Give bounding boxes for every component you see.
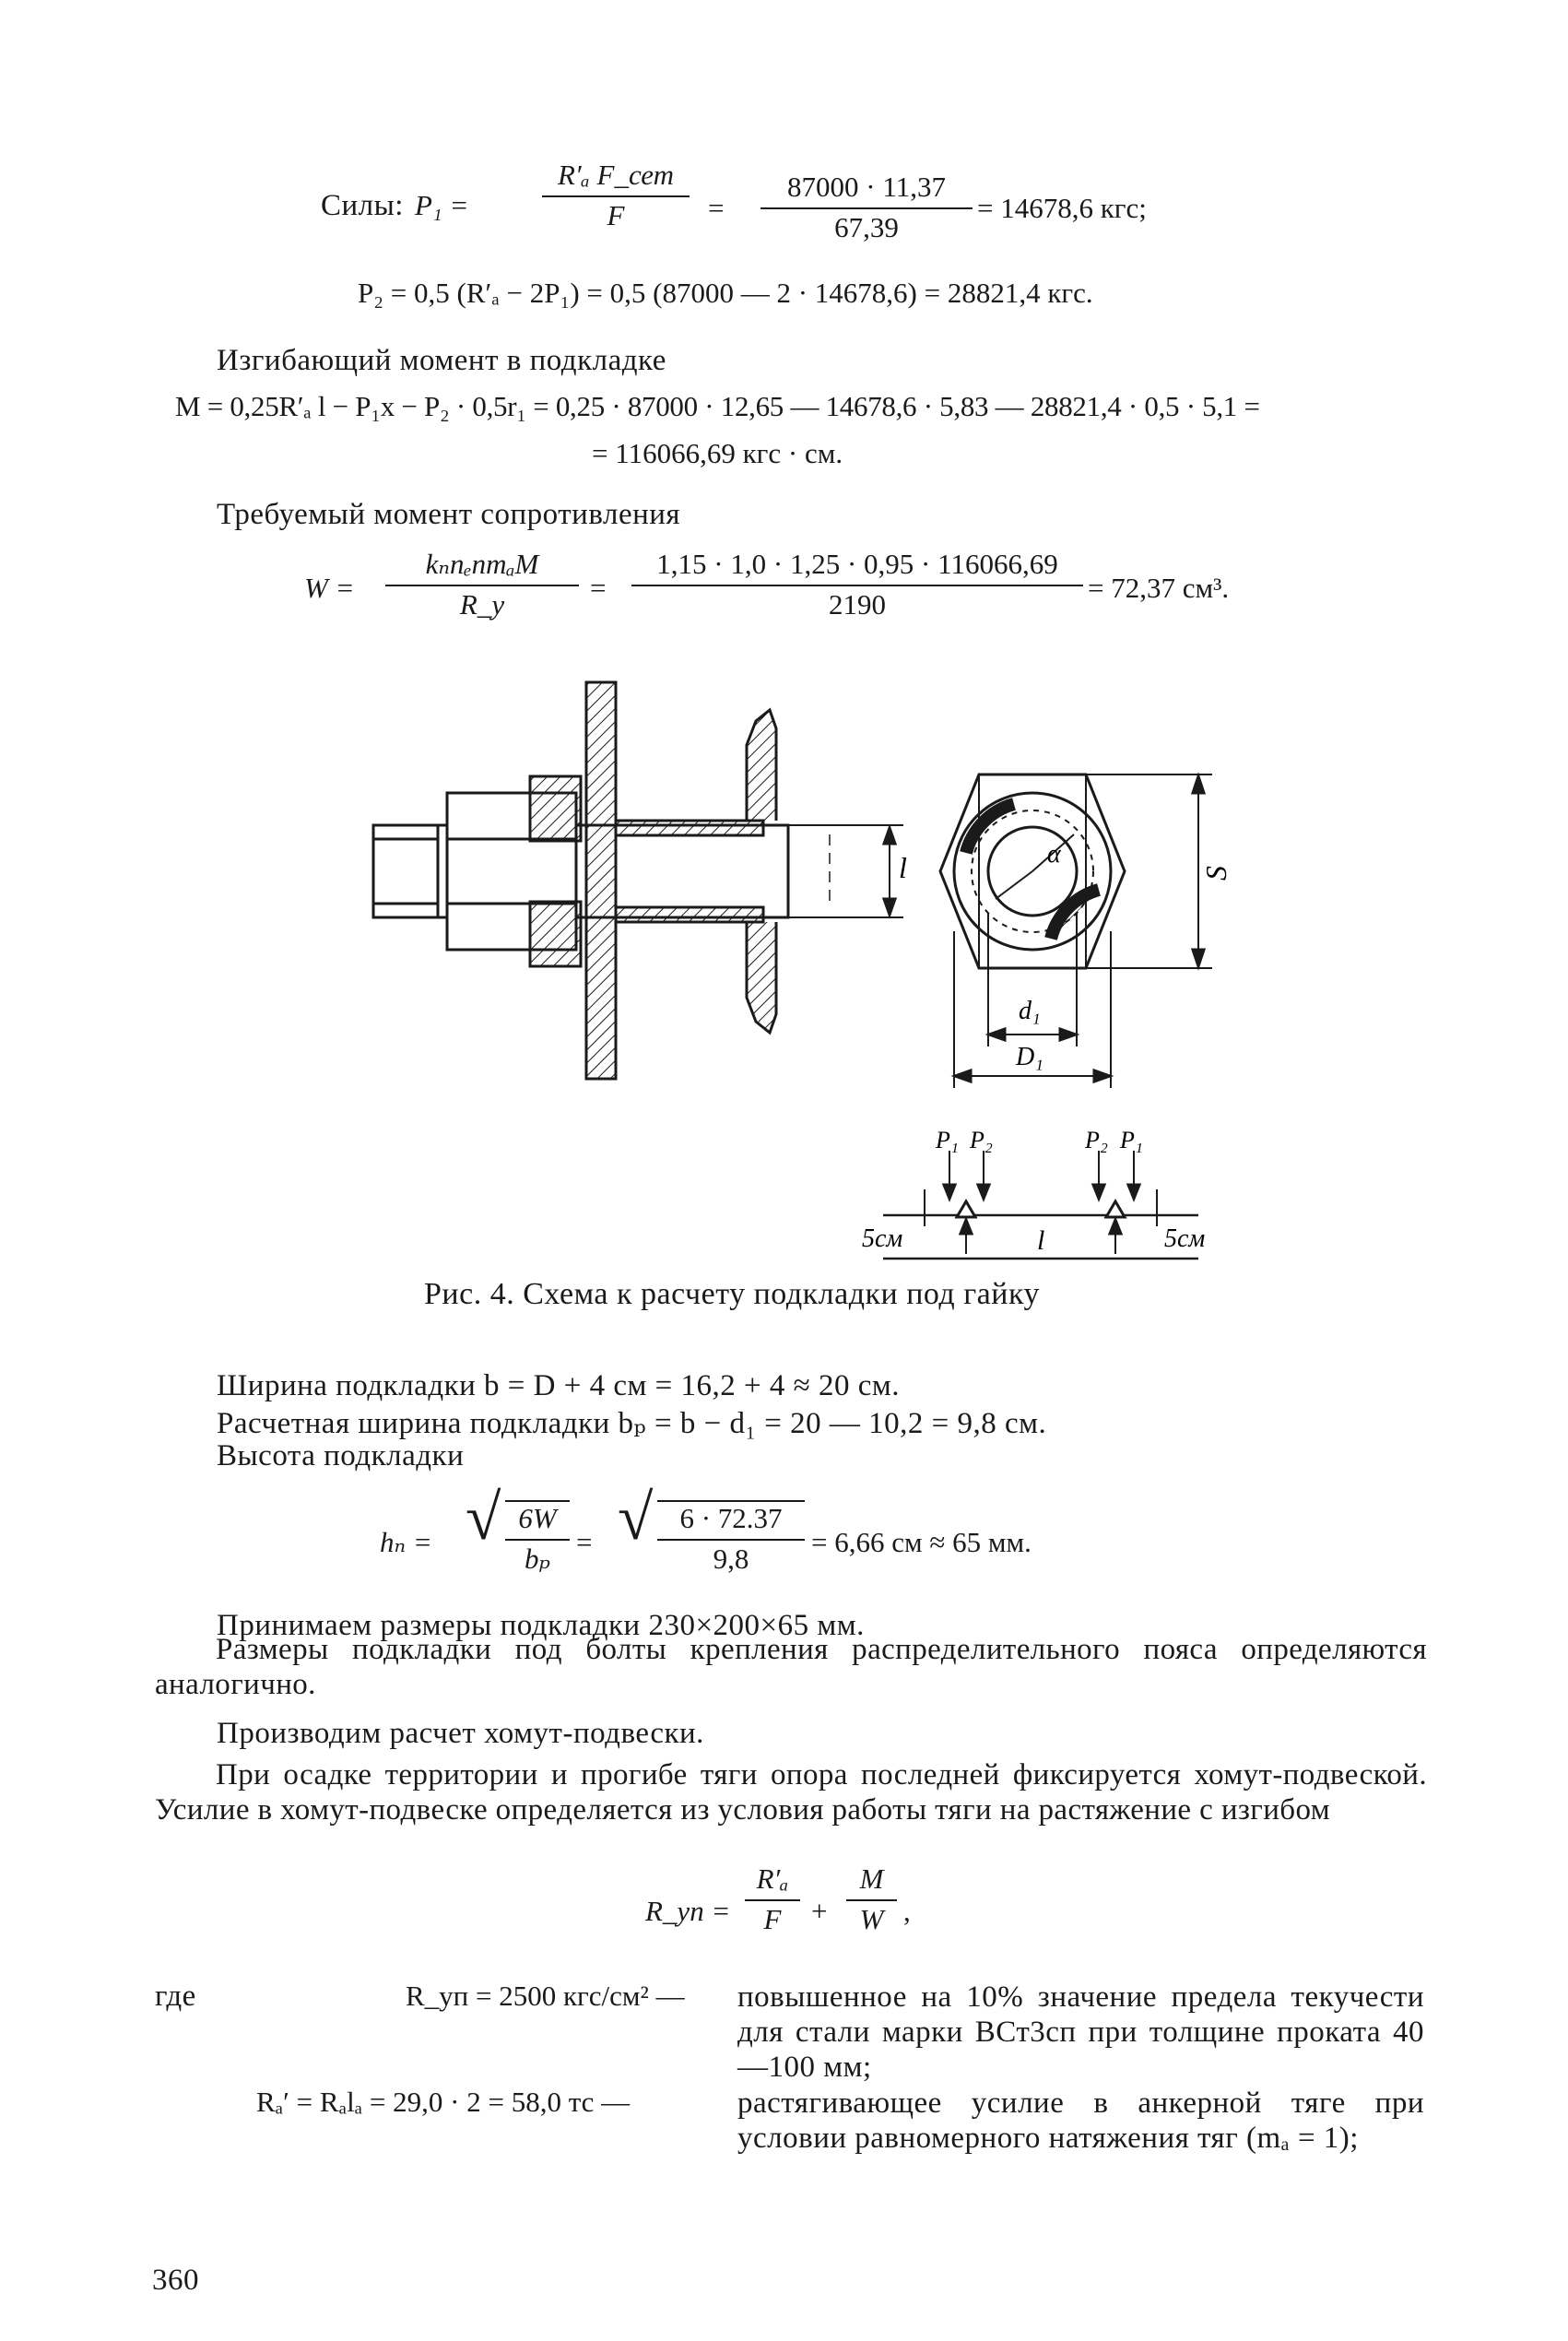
page-number: 360: [152, 2264, 199, 2297]
eq-h-result: = 6,66 см ≈ 65 мм.: [811, 1526, 1032, 1558]
def1-text: повышенное на 10% значение предела текучести для стали марки ВСт3сп при толщине проката 40—100 мм;: [737, 1980, 1424, 2084]
fig-label-d1: d₁: [1019, 997, 1041, 1025]
beam-p1a: P₁: [936, 1127, 959, 1153]
paragraph-settlement: При осадке территории и прогибе тяги опора последней фиксируется хомут-подвеской. Усилие в хомут-подвеске определяется из условия работы тяги на растяжение с изгибом: [155, 1758, 1427, 1827]
eq-forces-frac1-den: F: [607, 199, 625, 231]
fig-label-alpha: α: [1047, 840, 1061, 869]
calc-width-line: Расчетная ширина подкладки bₚ = b − d₁ = 20 — 10,2 = 9,8 см.: [217, 1407, 1047, 1440]
width-line: Ширина подкладки b = D + 4 см = 16,2 + 4 ≈ 20 см.: [217, 1369, 900, 1402]
beam-left-label: 5см: [862, 1224, 903, 1253]
eq-h-frac2-den: 9,8: [713, 1543, 749, 1575]
eq-r-plus: +: [811, 1895, 828, 1927]
resistance-heading: Требуемый момент сопротивления: [217, 498, 681, 531]
def1-term: R_уп = 2500 кгс/см² —: [406, 1980, 685, 2012]
eq-h-frac1-num: 6W: [505, 1502, 570, 1541]
eq-w-lhs: W =: [304, 572, 355, 604]
eq-forces-result: = 14678,6 кгс;: [977, 192, 1147, 224]
eq-forces-label: Силы:: [321, 189, 404, 222]
clamp-line: Производим расчет хомут-подвески.: [217, 1717, 704, 1750]
eq-forces-eq: =: [708, 192, 725, 224]
sqrt-sign-2: √: [618, 1483, 654, 1554]
eq-r-frac2-num: M: [846, 1862, 897, 1901]
eq-forces-frac1: [542, 159, 690, 232]
eq-w-frac1: [385, 548, 579, 621]
figure-4: [350, 673, 1272, 1263]
moment-heading: Изгибающий момент в подкладке: [217, 344, 666, 377]
eq-w-frac2-den: 2190: [829, 588, 886, 621]
eq-h-frac2: [657, 1500, 805, 1576]
eq-p1-lhs: P₁ =: [415, 189, 469, 221]
eq-h-eq: =: [576, 1526, 593, 1558]
accept-line: Принимаем размеры подкладки 230×200×65 мм.: [217, 1609, 865, 1642]
eq-w-result: = 72,37 см³.: [1088, 572, 1230, 604]
eq-r-tail: ,: [903, 1895, 911, 1927]
eq-h-lhs: hₙ =: [380, 1526, 432, 1558]
eq-r-frac2-den: W: [859, 1903, 884, 1935]
beam-l-label: l: [1037, 1225, 1045, 1256]
eq-w-frac2-num: 1,15 · 1,0 · 1,25 · 0,95 · 116066,69: [631, 548, 1083, 586]
figure-caption: Рис. 4. Схема к расчету подкладки под гайку: [424, 1277, 1040, 1311]
beam-p1b: P₁: [1120, 1127, 1143, 1153]
eq-r-frac1-num: R′ₐ: [745, 1862, 800, 1901]
def2-text: растягивающее усилие в анкерной тяге при условии равномерного натяжения тяг (mₐ = 1);: [737, 2087, 1424, 2155]
height-heading: Высота подкладки: [217, 1439, 465, 1472]
def2-term: Rₐ′ = Rₐlₐ = 29,0 · 2 = 58,0 тс —: [256, 2086, 631, 2118]
where-label: где: [155, 1980, 196, 2013]
eq-r-frac1-den: F: [763, 1903, 782, 1935]
fig-label-l: l: [899, 851, 907, 884]
eq-h-frac2-num: 6 · 72.37: [657, 1502, 805, 1541]
eq-w-frac2: [631, 548, 1083, 621]
eq-forces-frac2: [760, 171, 973, 244]
eq-forces-frac1-num: R′ₐ F_сет: [542, 159, 690, 197]
beam-p2a: P₂: [970, 1127, 993, 1153]
eq-h-frac1-den: bₚ: [525, 1543, 550, 1575]
beam-p2b: P₂: [1085, 1127, 1108, 1153]
fig-label-s: S: [1199, 866, 1232, 881]
eq-p2: P₂ = 0,5 (R′ₐ − 2P₁) = 0,5 (87000 — 2 · 14678,6) = 28821,4 кгс.: [358, 277, 1093, 309]
eq-r-frac1: [745, 1862, 800, 1936]
fig-label-D1: D₁: [1016, 1043, 1043, 1071]
eq-w-frac1-den: R_y: [459, 588, 505, 621]
eq-w-frac1-num: kₙnₑnmₐM: [385, 548, 579, 586]
eq-r-frac2: [846, 1862, 897, 1936]
eq-moment-line1: M = 0,25R′ₐ l − P₁x − P₂ · 0,5r₁ = 0,25 · 87000 · 12,65 — 14678,6 · 5,83 — 28821,4 · 0,5 · 5,1 =: [175, 390, 1260, 422]
eq-w-eq: =: [590, 572, 607, 604]
eq-forces-frac2-num: 87000 · 11,37: [760, 171, 973, 209]
sqrt-sign-1: √: [466, 1483, 501, 1554]
eq-moment-line2: = 116066,69 кгс · см.: [592, 437, 843, 469]
eq-r-lhs: R_уп =: [645, 1895, 731, 1927]
eq-forces-frac2-den: 67,39: [834, 211, 899, 243]
beam-right-label: 5см: [1164, 1224, 1206, 1253]
eq-h-frac1: [505, 1500, 570, 1576]
paragraph-bolts: Размеры подкладки под болты крепления распределительного пояса определяются аналогично.: [155, 1633, 1427, 1701]
